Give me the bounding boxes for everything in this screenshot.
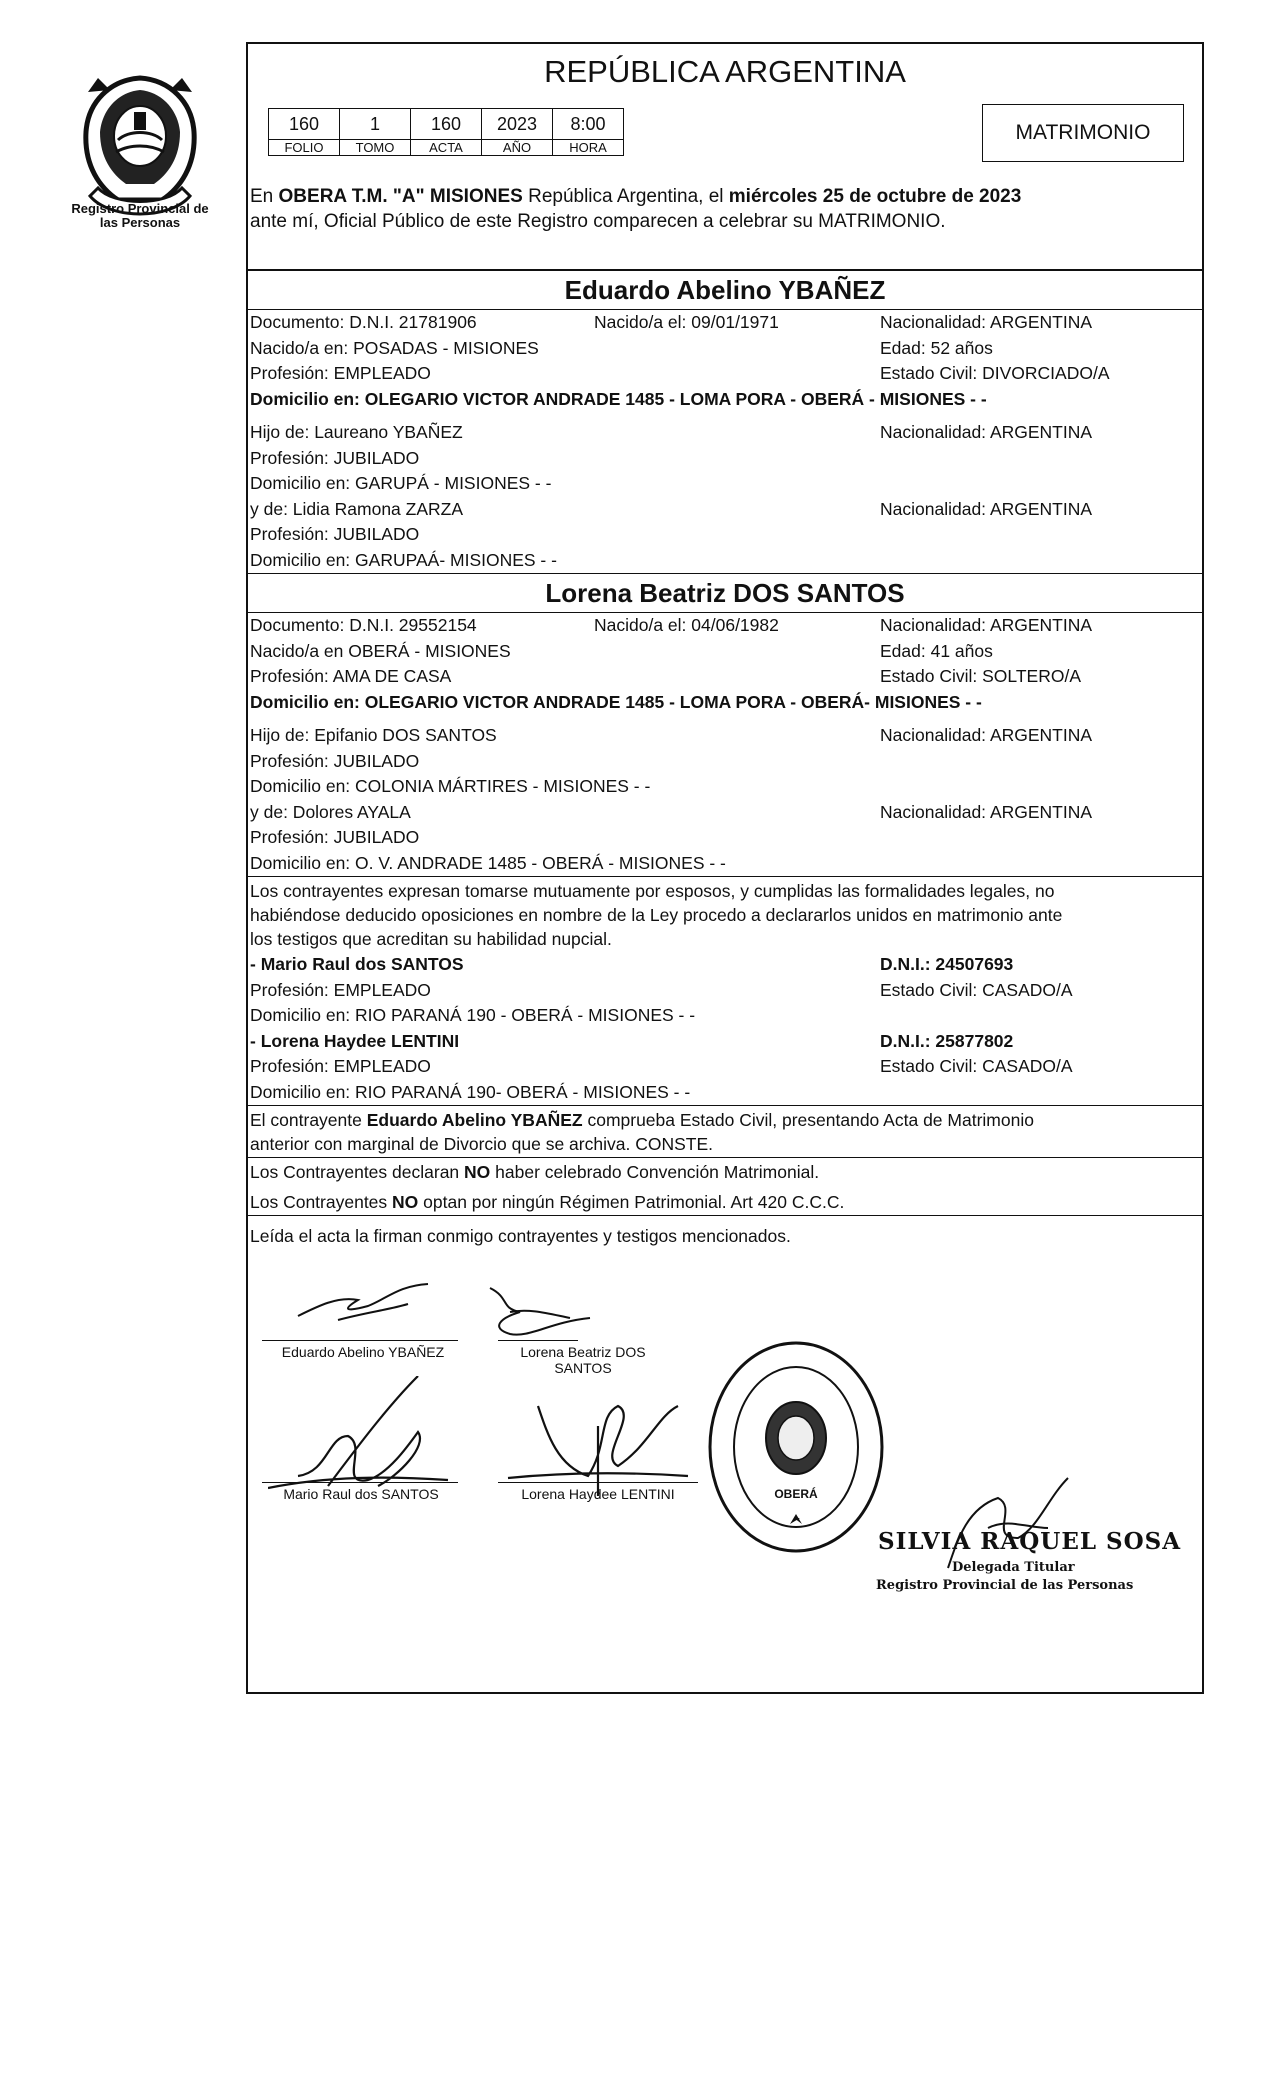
groom-signature: [278, 1276, 438, 1336]
intro-line-2: ante mí, Oficial Público de este Registro comparecen a celebrar su MATRIMONIO.: [250, 211, 946, 232]
bride-birth-date: Nacido/a el: 04/06/1982: [594, 615, 779, 635]
bride-mother-profession: Profesión: JUBILADO: [250, 827, 420, 847]
bride-father-address: Domicilio en: COLONIA MÁRTIRES - MISIONES - -: [250, 776, 651, 796]
note-name: Eduardo Abelino YBAÑEZ: [366, 1110, 583, 1130]
note-text-part: comprueba Estado Civil, presentando Acta de Matrimonio: [582, 1110, 1034, 1130]
record-type-box: MATRIMONIO: [982, 104, 1184, 162]
bride-document: Documento: D.N.I. 29552154: [250, 615, 477, 635]
groom-mother-profession: Profesión: JUBILADO: [250, 524, 420, 544]
convention-statements: [248, 1158, 1202, 1216]
intro-text-part: República Argentina, el: [522, 186, 729, 207]
groom-mother: y de: Lidia Ramona ZARZA: [250, 498, 464, 519]
groom-signature-line: [262, 1340, 458, 1341]
witness-dni: D.N.I.: 24507693: [880, 954, 1014, 974]
intro-text: [250, 184, 1200, 234]
groom-father: Hijo de: Laureano YBAÑEZ: [250, 422, 463, 442]
bride-signature-label-line: Lorena Beatriz DOS: [520, 1344, 646, 1360]
groom-address: Domicilio en: OLEGARIO VICTOR ANDRADE 1485 - LOMA PORA - OBERÁ - MISIONES - -: [250, 388, 987, 409]
official-name: SILVIA RAQUEL SOSA: [878, 1528, 1182, 1555]
groom-civil-status: Estado Civil: DIVORCIADO/A: [880, 363, 1110, 383]
groom-mother-address: Domicilio en: GARUPAÁ- MISIONES - -: [250, 549, 557, 570]
official-title: Delegada Titular: [952, 1560, 1075, 1575]
groom-name: Eduardo Abelino YBAÑEZ: [248, 271, 1202, 310]
seal-city: OBERÁ: [774, 1487, 818, 1501]
regime-no: NO: [392, 1192, 419, 1212]
bride-civil-status: Estado Civil: SOLTERO/A: [880, 666, 1081, 686]
tomo-label: TOMO: [340, 140, 411, 156]
bride-signature-label-line: SANTOS: [554, 1360, 612, 1376]
bride-father-nationality: Nacionalidad: ARGENTINA: [880, 725, 1093, 745]
groom-signature-label: Eduardo Abelino YBAÑEZ: [281, 1344, 445, 1360]
folio-label: FOLIO: [269, 140, 340, 156]
witness-name: - Mario Raul dos SANTOS: [250, 954, 464, 974]
regime-text: optan por ningún Régimen Patrimonial. Art 420 C.C.C.: [418, 1192, 845, 1212]
bride-birthplace: Nacido/a en OBERÁ - MISIONES: [250, 640, 511, 661]
bride-signature-label: [498, 1344, 668, 1376]
intro-text-part: En: [250, 186, 279, 207]
folio-value: 160: [269, 109, 340, 140]
bride-profession: Profesión: AMA DE CASA: [250, 666, 452, 686]
witness-address: Domicilio en: RIO PARANÁ 190- OBERÁ - MISIONES - -: [250, 1081, 691, 1102]
groom-document: Documento: D.N.I. 21781906: [250, 312, 477, 332]
bride-name: Lorena Beatriz DOS SANTOS: [248, 574, 1202, 613]
groom-father-profession: Profesión: JUBILADO: [250, 447, 420, 468]
bride-father-profession: Profesión: JUBILADO: [250, 750, 420, 771]
bride-age: Edad: 41 años: [880, 640, 993, 661]
note-line-2: anterior con marginal de Divorcio que se archiva. CONSTE.: [250, 1134, 713, 1154]
registry-seal: [706, 1338, 886, 1556]
witness1-signature-line: [262, 1482, 458, 1483]
declaration-line: los testigos que acreditan su habilidad nupcial.: [250, 929, 612, 949]
witness2-signature-line: [498, 1482, 698, 1483]
certificate-header: [248, 44, 1202, 271]
bride-mother: y de: Dolores AYALA: [250, 801, 411, 822]
bride-address: Domicilio en: OLEGARIO VICTOR ANDRADE 1485 - LOMA PORA - OBERÁ- MISIONES - -: [250, 691, 982, 712]
closing-text: Leída el acta la firman conmigo contrayentes y testigos mencionados.: [250, 1226, 791, 1246]
groom-birth-date: Nacido/a el: 09/01/1971: [594, 312, 779, 332]
declaration-line: habiéndose deducido oposiciones en nombre de la Ley procedo a declararlos unidos en matrimonio ante: [250, 905, 1063, 925]
convention-no: NO: [464, 1162, 491, 1182]
witness-civil-status: Estado Civil: CASADO/A: [880, 979, 1073, 1000]
groom-section: [248, 271, 1202, 574]
bride-father: Hijo de: Epifanio DOS SANTOS: [250, 725, 497, 745]
witness-name: - Lorena Haydee LENTINI: [250, 1030, 460, 1051]
intro-place: OBERA T.M. "A" MISIONES: [278, 186, 523, 207]
logo-caption: Registro Provincial de las Personas: [71, 201, 209, 230]
regime-text: Los Contrayentes: [250, 1192, 393, 1212]
acta-label: ACTA: [411, 140, 482, 156]
time-label: HORA: [553, 140, 624, 156]
witness-civil-status: Estado Civil: CASADO/A: [880, 1056, 1073, 1076]
record-meta-table: [268, 108, 624, 156]
convention-text: Los Contrayentes declaran: [250, 1162, 465, 1182]
acta-value: 160: [411, 109, 482, 140]
groom-father-nationality: Nacionalidad: ARGENTINA: [880, 422, 1093, 442]
bride-mother-address: Domicilio en: O. V. ANDRADE 1485 - OBERÁ - MISIONES - -: [250, 852, 726, 873]
declaration-line: Los contrayentes expresan tomarse mutuamente por esposos, y cumplidas las formalidades legales, no: [250, 881, 1055, 901]
bride-section: [248, 574, 1202, 877]
intro-date: miércoles 25 de octubre de 2023: [728, 186, 1022, 207]
bride-mother-nationality: Nacionalidad: ARGENTINA: [880, 801, 1093, 822]
signatures-area: [248, 1216, 1202, 1646]
note-text-part: El contrayente: [250, 1110, 367, 1130]
year-value: 2023: [482, 109, 553, 140]
witness2-signature-label: Lorena Haydee LENTINI: [521, 1486, 675, 1502]
groom-profession: Profesión: EMPLEADO: [250, 363, 431, 383]
tomo-value: 1: [340, 109, 411, 140]
marriage-certificate: [246, 42, 1204, 1694]
country-title: REPÚBLICA ARGENTINA: [544, 54, 906, 89]
year-label: AÑO: [482, 140, 553, 156]
groom-father-address: Domicilio en: GARUPÁ - MISIONES - -: [250, 473, 552, 493]
time-value: 8:00: [553, 109, 624, 140]
divorce-note: [248, 1106, 1202, 1158]
convention-text: haber celebrado Convención Matrimonial.: [490, 1162, 820, 1182]
witness1-signature-label: Mario Raul dos SANTOS: [283, 1486, 439, 1502]
declaration-section: [248, 877, 1202, 1106]
bride-signature-line: [498, 1340, 578, 1341]
groom-birthplace: Nacido/a en: POSADAS - MISIONES: [250, 337, 539, 358]
groom-nationality: Nacionalidad: ARGENTINA: [880, 312, 1093, 332]
witness-profession: Profesión: EMPLEADO: [250, 1056, 431, 1076]
groom-age: Edad: 52 años: [880, 337, 993, 358]
witness-profession: Profesión: EMPLEADO: [250, 979, 431, 1000]
bride-nationality: Nacionalidad: ARGENTINA: [880, 615, 1093, 635]
groom-mother-nationality: Nacionalidad: ARGENTINA: [880, 498, 1093, 519]
witness-dni: D.N.I.: 25877802: [880, 1030, 1014, 1051]
witness-address: Domicilio en: RIO PARANÁ 190 - OBERÁ - MISIONES - -: [250, 1005, 696, 1025]
official-organization: Registro Provincial de las Personas: [876, 1578, 1134, 1593]
